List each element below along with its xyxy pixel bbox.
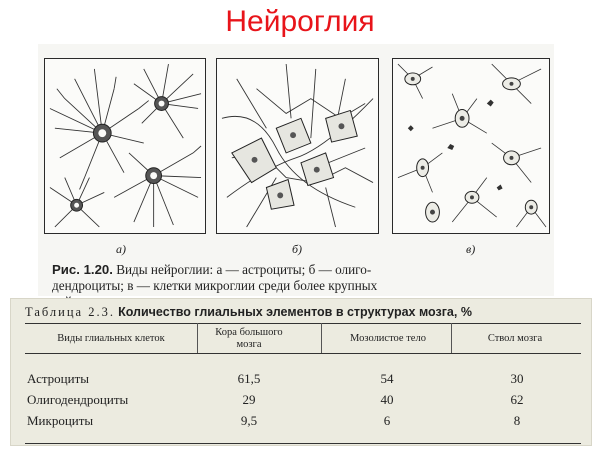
table-divider	[321, 323, 322, 353]
figure-number: Рис. 1.20.	[52, 262, 113, 277]
header-cell-types: Виды глиальных клеток	[57, 333, 165, 344]
table-heading: Количество глиальных элементов в структурах мозга, %	[118, 305, 472, 319]
table-row-label: Олигодендроциты	[27, 392, 129, 407]
table-cell: 8	[513, 413, 521, 428]
panel-label-b: б)	[292, 242, 303, 256]
table-row-label: Микроциты	[27, 413, 94, 428]
table-cell: 61,5	[237, 371, 261, 386]
header-cell-cortex: Кора большого мозга	[215, 327, 283, 350]
table-divider	[197, 323, 198, 353]
panel-label-c: в)	[466, 242, 476, 256]
caption-line-1: Виды нейроглии: а — астроциты; б — олиго-	[116, 262, 372, 277]
panel-label-a: а)	[116, 242, 126, 256]
page-title: Нейроглия	[225, 5, 375, 38]
table-rule-top	[25, 323, 581, 324]
table-rule-header	[25, 353, 581, 354]
table-cell: 54	[380, 371, 394, 386]
header-cell-stem: Ствол мозга	[487, 333, 543, 344]
table-label: Таблица 2.3.	[25, 305, 115, 319]
table-cell: 6	[383, 413, 391, 428]
oligodendrocytes-illustration	[217, 59, 378, 233]
table-title	[25, 305, 472, 320]
table-cell: 40	[380, 392, 394, 407]
table-cell: 9,5	[240, 413, 258, 428]
table-cell: 30	[510, 371, 524, 386]
astrocytes-illustration	[45, 59, 205, 233]
glial-elements-table	[10, 298, 592, 446]
table-cell: 62	[510, 392, 524, 407]
figure-panel-astrocytes	[44, 58, 206, 234]
table-divider	[451, 323, 452, 353]
figure-panel-microglia	[392, 58, 550, 234]
figure-panel-oligodendrocytes	[216, 58, 379, 234]
microglia-illustration	[393, 59, 549, 233]
figure-neuroglia	[38, 44, 554, 296]
table-cell: 29	[242, 392, 256, 407]
table-rule-bottom	[25, 443, 581, 444]
header-cell-callosum: Мозолистое тело	[350, 333, 426, 344]
table-row-label: Астроциты	[27, 371, 90, 386]
caption-line-2: дендроциты; в — клетки микроглии среди более крупных	[52, 278, 378, 293]
